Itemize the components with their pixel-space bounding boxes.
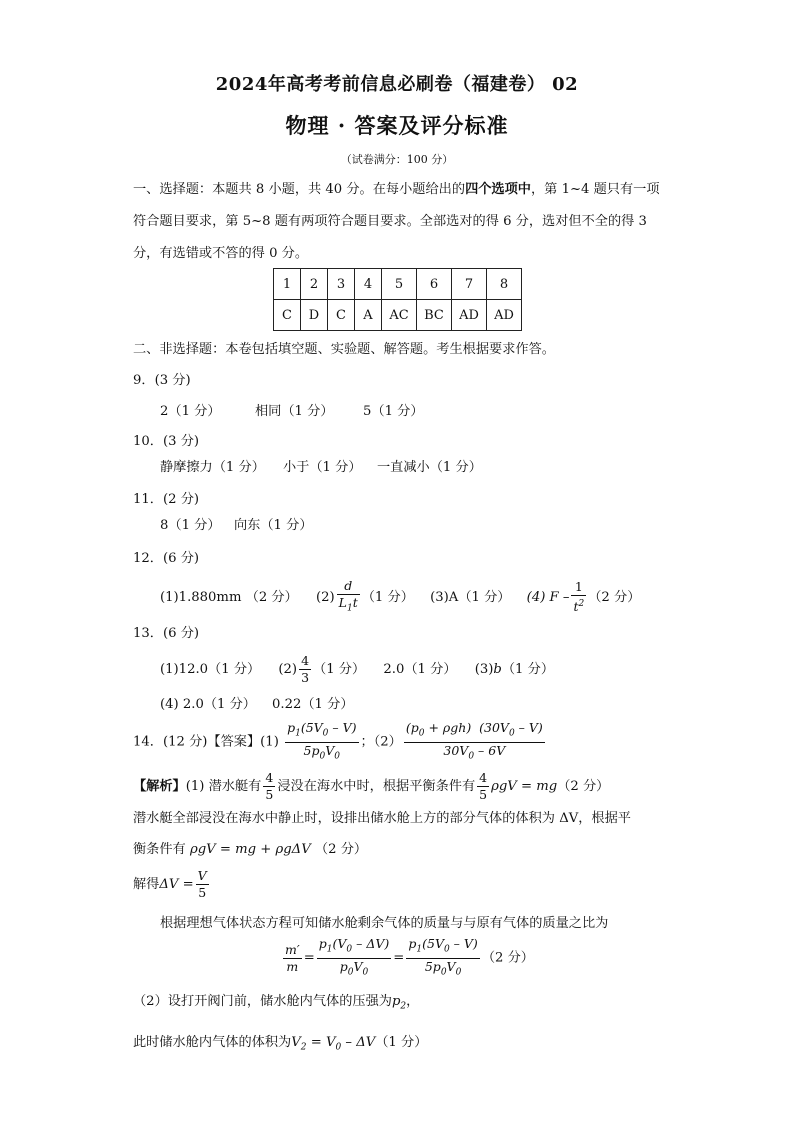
table-cell: AC xyxy=(382,300,417,331)
q14-analysis-line2: 潜水艇全部浸没在海水中静止时，设排出储水舱上方的部分气体的体积为 ΔV，根据平 xyxy=(133,811,631,826)
fraction-mass-ratio xyxy=(283,942,302,975)
q14-line3-a: 衡条件有 xyxy=(133,842,186,857)
q13-part4-score: （1 分） xyxy=(501,662,555,677)
fraction-numerator: 1 xyxy=(571,579,586,596)
q13-heading: 13．(6 分) xyxy=(133,626,200,641)
fraction-numerator: $(p_0 + \rho gh)$ $(30V_0 - V)$ xyxy=(404,720,545,743)
score-note: （试卷满分：100 分） xyxy=(340,153,454,166)
fraction-step2 xyxy=(406,936,479,980)
q10-answer-1: 静摩擦力（1 分） xyxy=(160,460,265,475)
equation-delta-v: ΔV = xyxy=(159,877,194,892)
section1-text-c: ，第 1~4 题只有一项符合题目要求，第 5~8 题有两项符合题目要求。全部选对的得 6 分，选对但不全的得 3 分，有选错或不答的得 0 分。 xyxy=(133,182,660,261)
fraction-four-fifths xyxy=(263,770,275,803)
fraction-numerator: 4 xyxy=(479,770,488,785)
fraction-numerator: m′ xyxy=(285,941,300,957)
section2-instructions: 二、非选择题：本卷包括填空题、实验题、解答题。考生根据要求作答。 xyxy=(133,342,555,357)
q9-answer-2: 相同（1 分） xyxy=(255,404,334,419)
q12-part2-label: (2) xyxy=(315,589,335,605)
fraction-numerator: d xyxy=(337,578,360,595)
table-cell: C xyxy=(274,300,301,331)
q13-part4-variable: b xyxy=(493,662,502,677)
section1-text-a: 一、选择题：本题共 8 小题，共 40 分。在每小题给出的 xyxy=(133,182,466,197)
fraction-step1 xyxy=(317,936,392,980)
fraction-denominator: $5p_0V_0$ xyxy=(303,742,341,761)
answer-table-answer-row xyxy=(274,300,522,331)
equation-balance-1: ρgV = mg xyxy=(491,779,558,794)
q14-line8-b: （1 分） xyxy=(375,1035,428,1050)
fraction-numerator: $p_1(5V_0 - V)$ xyxy=(406,936,479,959)
answer-table xyxy=(273,268,522,331)
q14-mass-ratio-equation: $\frac{m'}{m}$ = $\frac{p_1(V_0 - \Delta V)}{p_0V_0}$ = $\frac{p_1(5V_0 - V)}{5p_0V_0}$ （2 分） xyxy=(281,936,534,980)
q14-analysis-line3 xyxy=(133,841,367,859)
q13-part2-fraction xyxy=(299,653,311,686)
q10-answer-2: 小于（1 分） xyxy=(283,460,362,475)
q10-answer-3: 一直减小（1 分） xyxy=(377,460,482,475)
fraction-denominator: $5p_0V_0$ xyxy=(424,958,462,977)
table-cell: 5 xyxy=(382,269,417,300)
q13-part4-label: (3) xyxy=(474,662,494,677)
q14-line4: 解得 xyxy=(133,877,160,892)
table-cell: 8 xyxy=(487,269,522,300)
fraction-numerator: 4 xyxy=(265,770,274,785)
q14-answer2-formula xyxy=(404,720,545,764)
fraction-numerator: $p_1(V_0 - \Delta V)$ xyxy=(317,936,392,959)
equation-balance-2: ρgV = mg + ρgΔV xyxy=(185,842,315,857)
q14-heading: 14．(12 分)【答案】(1) xyxy=(133,734,279,750)
table-cell: A xyxy=(355,300,382,331)
q12-part3: (3)A（1 分） xyxy=(430,589,511,605)
q11-answer-2: 向东（1 分） xyxy=(234,518,313,533)
equation-v2: $V_2 = V_0 - \Delta V$ xyxy=(291,1035,376,1053)
table-cell: C xyxy=(328,300,355,331)
q10-heading: 10．(3 分) xyxy=(133,434,200,449)
fraction-denominator: 5 xyxy=(198,885,207,900)
q14-separator: ；（2） xyxy=(360,734,402,750)
q12-part2-score: （1 分） xyxy=(361,589,414,605)
section1-instructions xyxy=(133,174,668,270)
q12-part4-label: (4) F – xyxy=(526,589,570,605)
q14-line1-c: （2 分） xyxy=(557,779,610,794)
table-cell: 7 xyxy=(452,269,487,300)
fraction-numerator: $p_1(5V_0 - V)$ xyxy=(285,720,358,743)
q11-answer-1: 8（1 分） xyxy=(160,518,221,533)
table-cell: 6 xyxy=(417,269,452,300)
fraction-denominator: m xyxy=(286,958,299,974)
pressure-p2: $p_2$ xyxy=(391,994,407,1012)
q14-analysis-line8 xyxy=(133,1034,427,1057)
q12-part2-fraction xyxy=(337,578,360,617)
q13-answers-line1 xyxy=(160,652,554,688)
q14-answer1-formula xyxy=(285,720,358,764)
document-subtitle: 物理 · 答案及评分标准 xyxy=(285,113,509,138)
table-cell: 2 xyxy=(301,269,328,300)
q12-heading: 12．(6 分) xyxy=(133,551,200,566)
q14-analysis-label: 【解析】 xyxy=(133,779,186,794)
fraction-four-fifths xyxy=(477,770,489,803)
document-title: 2024年高考考前信息必刷卷（福建卷） 02 xyxy=(215,74,579,95)
q14-analysis-line7: （2）设打开阀门前，储水舱内气体的压强为$p_2$， xyxy=(133,994,420,1012)
q13-part2-label: (2) xyxy=(278,662,298,677)
q13-part3: 2.0（1 分） xyxy=(383,662,457,677)
q14-line7: （2）设打开阀门前，储水舱内气体的压强为 xyxy=(133,994,392,1009)
q9-heading: 9．(3 分) xyxy=(133,373,191,388)
q12-answers xyxy=(160,578,640,617)
q13-part2-score: （1 分） xyxy=(313,662,366,677)
q14-answer-line xyxy=(133,720,547,764)
q14-line1-b: 浸没在海水中时，根据平衡条件有 xyxy=(277,779,476,794)
fraction-denominator: $t^2$ xyxy=(573,599,585,615)
table-cell: D xyxy=(301,300,328,331)
fraction-denominator: $L_1t$ xyxy=(338,595,358,614)
table-cell: BC xyxy=(417,300,452,331)
q12-part4-score: （2 分） xyxy=(588,589,641,605)
q12-part1: (1)1.880mm （2 分） xyxy=(160,589,298,605)
q9-answer-1: 2（1 分） xyxy=(160,404,221,419)
q9-answer-3: 5（1 分） xyxy=(363,404,424,419)
q12-part4-fraction xyxy=(571,579,586,615)
table-cell: AD xyxy=(487,300,522,331)
answer-table-number-row xyxy=(274,269,522,300)
fraction-denominator: 5 xyxy=(265,787,274,802)
q13-part5: (4) 2.0（1 分） xyxy=(160,697,256,712)
q14-line8-a: 此时储水舱内气体的体积为 xyxy=(133,1035,292,1050)
fraction-v-over-5 xyxy=(196,868,209,901)
q11-heading: 11．(2 分) xyxy=(133,492,200,507)
q14-line6-score: （2 分） xyxy=(481,950,534,966)
section1-text-bold: 四个选项中 xyxy=(465,182,531,197)
fraction-numerator: 4 xyxy=(301,653,310,668)
table-cell: AD xyxy=(452,300,487,331)
table-cell: 3 xyxy=(328,269,355,300)
q14-line3-b: （2 分） xyxy=(314,842,368,857)
table-cell: 1 xyxy=(274,269,301,300)
q14-line1-a: (1) 潜水艇有 xyxy=(185,779,262,794)
fraction-numerator: V xyxy=(197,868,207,883)
fraction-denominator: $p_0V_0$ xyxy=(339,958,369,977)
fraction-denominator: 3 xyxy=(301,670,310,685)
table-cell: 4 xyxy=(355,269,382,300)
fraction-denominator: 5 xyxy=(479,787,488,802)
q13-part6: 0.22（1 分） xyxy=(272,697,354,712)
q13-part1: (1)12.0（1 分） xyxy=(160,662,261,677)
q14-analysis-line5: 根据理想气体状态方程可知储水舱剩余气体的质量与与原有气体的质量之比为 xyxy=(160,916,609,931)
q14-analysis-line1 xyxy=(133,768,609,806)
fraction-denominator: $30V_0 - 6V$ xyxy=(443,742,506,761)
q14-analysis-line4 xyxy=(133,866,211,904)
